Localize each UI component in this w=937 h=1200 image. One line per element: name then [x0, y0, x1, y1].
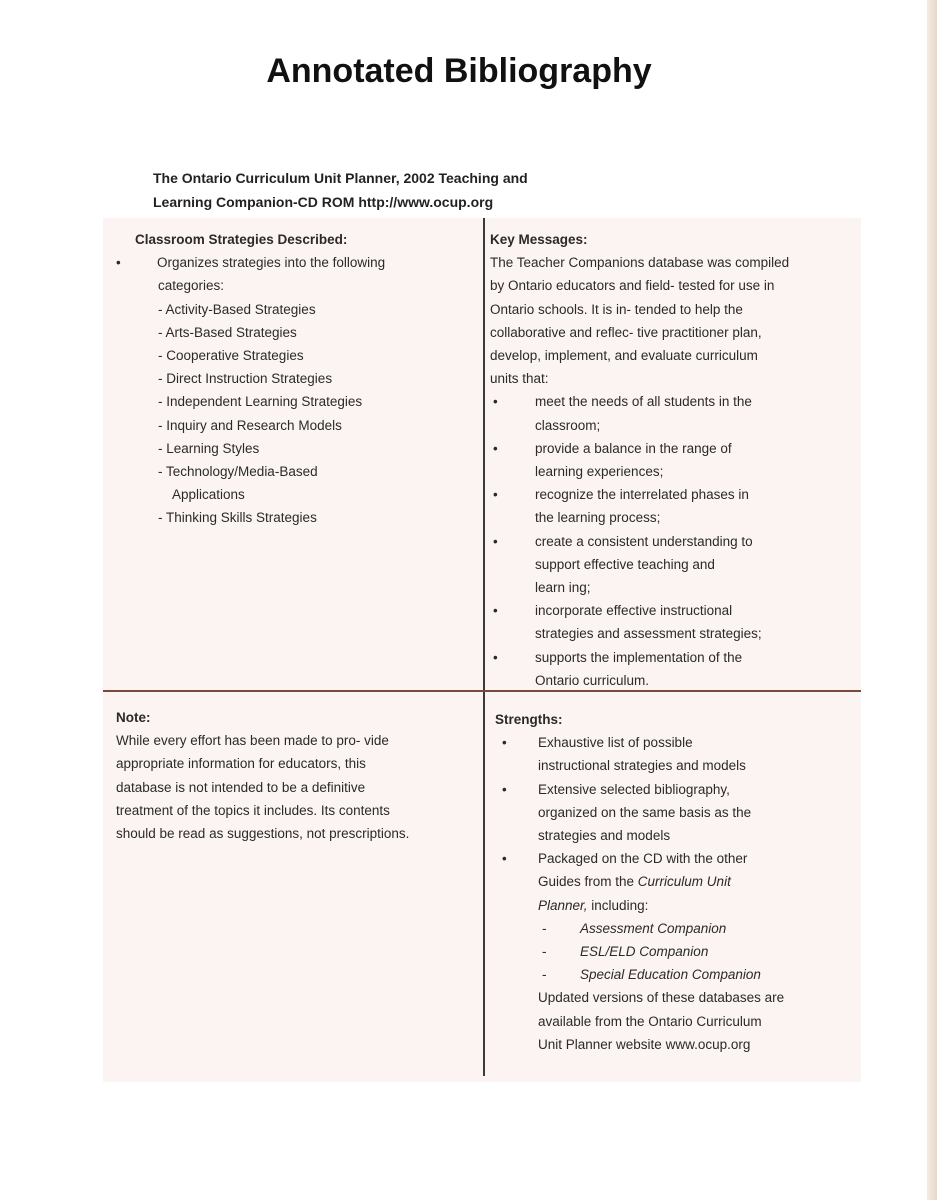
list-item	[490, 437, 858, 483]
list-item	[495, 778, 857, 848]
companion-name: Special Education Companion	[580, 967, 761, 983]
list-item-text: organized on the same basis as the	[538, 804, 752, 820]
category-item: - Technology/Media-Based	[158, 464, 318, 480]
category-item: - Learning Styles	[158, 440, 260, 456]
citation	[153, 166, 613, 214]
list-item-text: incorporate effective instructional	[535, 603, 733, 619]
document-title: Annotated Bibliography	[266, 52, 652, 90]
companion-name: ESL/ELD Companion	[580, 944, 709, 960]
key-messages-cell	[490, 228, 858, 692]
list-item	[495, 731, 857, 777]
list-item	[490, 483, 858, 529]
paragraph-line: should be read as suggestions, not prescriptions.	[116, 826, 410, 842]
bullet-icon: •	[493, 487, 498, 503]
strengths-heading: Strengths:	[495, 712, 563, 727]
dash-icon: -	[542, 967, 547, 983]
italic-title: Curriculum Unit	[637, 874, 731, 890]
annotation-table	[103, 218, 861, 1082]
paragraph-line: develop, implement, and evaluate curriculum	[490, 348, 758, 364]
paragraph-line: Updated versions of these databases are	[538, 990, 785, 1006]
paragraph-line: database is not intended to be a definitive	[116, 779, 366, 795]
list-item-text: supports the implementation of the	[535, 649, 743, 665]
list-item-text: the learning process;	[535, 510, 661, 526]
bullet-icon: •	[493, 603, 498, 619]
paragraph-line: treatment of the topics it includes. Its contents	[116, 802, 390, 818]
category-item: - Direct Instruction Strategies	[158, 371, 333, 387]
list-item	[103, 251, 481, 274]
list-item-text: Ontario curriculum.	[535, 672, 650, 688]
list-item	[490, 390, 858, 436]
list-item-text	[538, 894, 857, 917]
companion-name: Assessment Companion	[580, 920, 727, 936]
list-item	[495, 847, 857, 917]
citation-line: The Ontario Curriculum Unit Planner, 2002 Teaching and	[153, 170, 528, 186]
bullet-icon: •	[493, 440, 498, 456]
list-item-text: strategies and models	[538, 828, 671, 844]
bullet-icon: •	[493, 394, 498, 410]
list-item-text: recognize the interrelated phases in	[535, 487, 749, 503]
list-item-text: Exhaustive list of possible	[538, 735, 693, 751]
bullet-icon: •	[493, 649, 498, 665]
list-item-text: strategies and assessment strategies;	[535, 626, 762, 642]
list-item-text: meet the needs of all students in the	[535, 394, 752, 410]
dash-icon: -	[542, 920, 547, 936]
list-item-text: Packaged on the CD with the other	[538, 851, 748, 867]
companion-item	[495, 917, 857, 940]
bullet-icon: •	[502, 851, 507, 867]
dash-icon: -	[542, 944, 547, 960]
category-item: - Thinking Skills Strategies	[158, 510, 317, 526]
paragraph-line: The Teacher Companions database was compiled	[490, 255, 790, 271]
note-cell	[116, 706, 484, 845]
paragraph-line: appropriate information for educators, this	[116, 756, 366, 772]
list-item-text: create a consistent understanding to	[535, 533, 753, 549]
list-item-text: provide a balance in the range of	[535, 440, 732, 456]
list-item-text: classroom;	[535, 417, 601, 433]
paragraph-line: available from the Ontario Curriculum	[538, 1013, 762, 1029]
list-item	[490, 530, 858, 600]
category-item: - Arts-Based Strategies	[158, 324, 297, 340]
strengths-cell	[495, 708, 857, 1056]
classroom-strategies-cell	[103, 228, 481, 530]
text-span: Guides from the	[538, 874, 638, 890]
bullet-icon: •	[116, 255, 121, 271]
category-item: - Cooperative Strategies	[158, 348, 304, 364]
category-item: - Independent Learning Strategies	[158, 394, 363, 410]
citation-line: Learning Companion-CD ROM http://www.ocup.org	[153, 194, 494, 210]
list-item-text: learn ing;	[535, 580, 591, 596]
bullet-icon: •	[502, 735, 507, 751]
list-item	[490, 646, 858, 692]
column-divider	[483, 218, 485, 1076]
note-heading: Note:	[116, 710, 151, 725]
paragraph-line: Ontario schools. It is in- tended to help the	[490, 301, 743, 317]
paragraph-line: units that:	[490, 371, 549, 387]
list-item-text: learning experiences;	[535, 464, 664, 480]
page-edge	[927, 0, 937, 1200]
list-item-text: Extensive selected bibliography,	[538, 781, 730, 797]
bullet-icon: •	[502, 781, 507, 797]
key-messages-heading: Key Messages:	[490, 232, 588, 247]
classroom-strategies-heading: Classroom Strategies Described:	[135, 232, 348, 247]
text-span: including:	[587, 897, 649, 913]
companion-item	[495, 963, 857, 986]
list-item-text	[538, 870, 857, 893]
list-item-text: support effective teaching and	[535, 556, 715, 572]
paragraph-line: While every effort has been made to pro- vide	[116, 733, 389, 749]
category-item: - Inquiry and Research Models	[158, 417, 342, 433]
bullet-icon: •	[493, 533, 498, 549]
list-item	[490, 599, 858, 645]
category-item: Applications	[172, 487, 245, 503]
italic-title: Planner,	[538, 897, 588, 913]
list-item-text: categories:	[158, 278, 225, 294]
companion-item	[495, 940, 857, 963]
paragraph-line: Unit Planner website www.ocup.org	[538, 1036, 751, 1052]
paragraph-line: collaborative and reflec- tive practitioner plan,	[490, 324, 762, 340]
paragraph-line: by Ontario educators and field- tested for use in	[490, 278, 775, 294]
list-item-text: Organizes strategies into the following	[157, 255, 386, 271]
category-item: - Activity-Based Strategies	[158, 301, 316, 317]
list-item-text: instructional strategies and models	[538, 758, 746, 774]
